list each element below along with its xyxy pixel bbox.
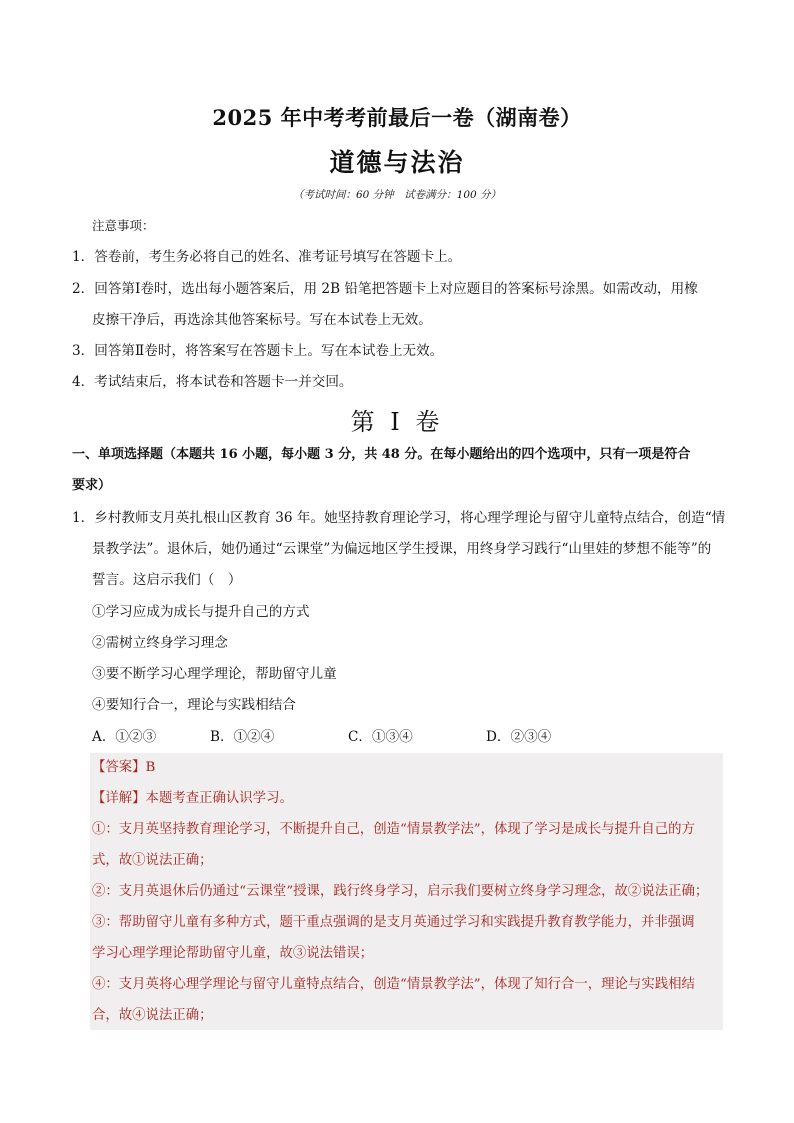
- question-stem-line: 1．乡村教师支月英扎根山区教育 36 年。她坚持教育理论学习，将心理学理论与留守儿童特点结合，创造“情: [72, 510, 726, 526]
- section-title: 第 I 卷: [350, 408, 444, 436]
- section-instruction: 一、单项选择题（本题共 16 小题，每小题 3 分，共 48 分。在每小题给出的四个选项中，只有一项是符合: [72, 447, 691, 462]
- exam-title: 2025 年中考考前最后一卷（湖南卷）: [212, 105, 582, 130]
- exam-info: （考试时间：60 分钟 试卷满分：100 分）: [292, 189, 502, 201]
- answer-line: [92, 758, 155, 778]
- option-c: C．①③④: [348, 729, 413, 745]
- note-item: 3．回答第Ⅱ卷时，将答案写在答题卡上。写在本试卷上无效。: [72, 343, 444, 359]
- note-item: 2．回答第Ⅰ卷时，选出每小题答案后，用 2B 铅笔把答题卡上对应题目的答案标号涂黑。如需改动，用橡: [72, 281, 698, 297]
- statement-item: ③要不断学习心理学理论，帮助留守儿童: [92, 666, 337, 682]
- analysis-line: ④：支月英将心理学理论与留守儿童特点结合，创造“情景教学法”，体现了知行合一，理论与实践相结: [92, 977, 695, 992]
- note-item: 1．答卷前，考生务必将自己的姓名、准考证号填写在答题卡上。: [72, 249, 462, 265]
- question-stem-line: 景教学法”。退休后，她仍通过“云课堂”为偏远地区学生授课，用终身学习践行“山里娃的梦想不能等”的: [92, 541, 712, 557]
- answer-text: 【答案】B: [92, 760, 156, 775]
- option-b: B．①②④: [210, 729, 275, 745]
- option-a: A．①②③: [92, 729, 157, 745]
- analysis-line: ③：帮助留守儿童有多种方式，题干重点强调的是支月英通过学习和实践提升教育教学能力，并非强调: [92, 915, 695, 930]
- statement-item: ②需树立终身学习理念: [92, 635, 228, 651]
- note-item: 4．考试结束后，将本试卷和答题卡一并交回。: [72, 374, 353, 390]
- subject-title: 道德与法治: [329, 148, 465, 177]
- note-item-continuation: 皮擦干净后，再选涂其他答案标号。写在本试卷上无效。: [92, 312, 432, 328]
- analysis-line: ②：支月英退休后仍通过“云课堂”授课，践行终身学习，启示我们要树立终身学习理念，故②说法正确；: [92, 884, 709, 899]
- statement-item: ④要知行合一，理论与实践相结合: [92, 697, 296, 713]
- section-instruction-continuation: 要求）: [72, 478, 112, 493]
- analysis-line: 式，故①说法正确；: [92, 853, 213, 868]
- detail-text: 【详解】本题考查正确认识学习。: [92, 791, 293, 806]
- option-d: D．②③④: [486, 729, 552, 745]
- detail-line: [92, 789, 293, 809]
- analysis-line: 合，故④说法正确；: [92, 1008, 213, 1023]
- statement-item: ①学习应成为成长与提升自己的方式: [92, 604, 310, 620]
- notes-heading: 注意事项：: [92, 218, 155, 233]
- question-stem-line: 誓言。这启示我们（ ）: [92, 572, 242, 588]
- analysis-line: 学习心理学理论帮助留守儿童，故③说法错误；: [92, 946, 374, 961]
- analysis-line: ①：支月英坚持教育理论学习，不断提升自己，创造“情景教学法”，体现了学习是成长与提升自己的方: [92, 822, 695, 837]
